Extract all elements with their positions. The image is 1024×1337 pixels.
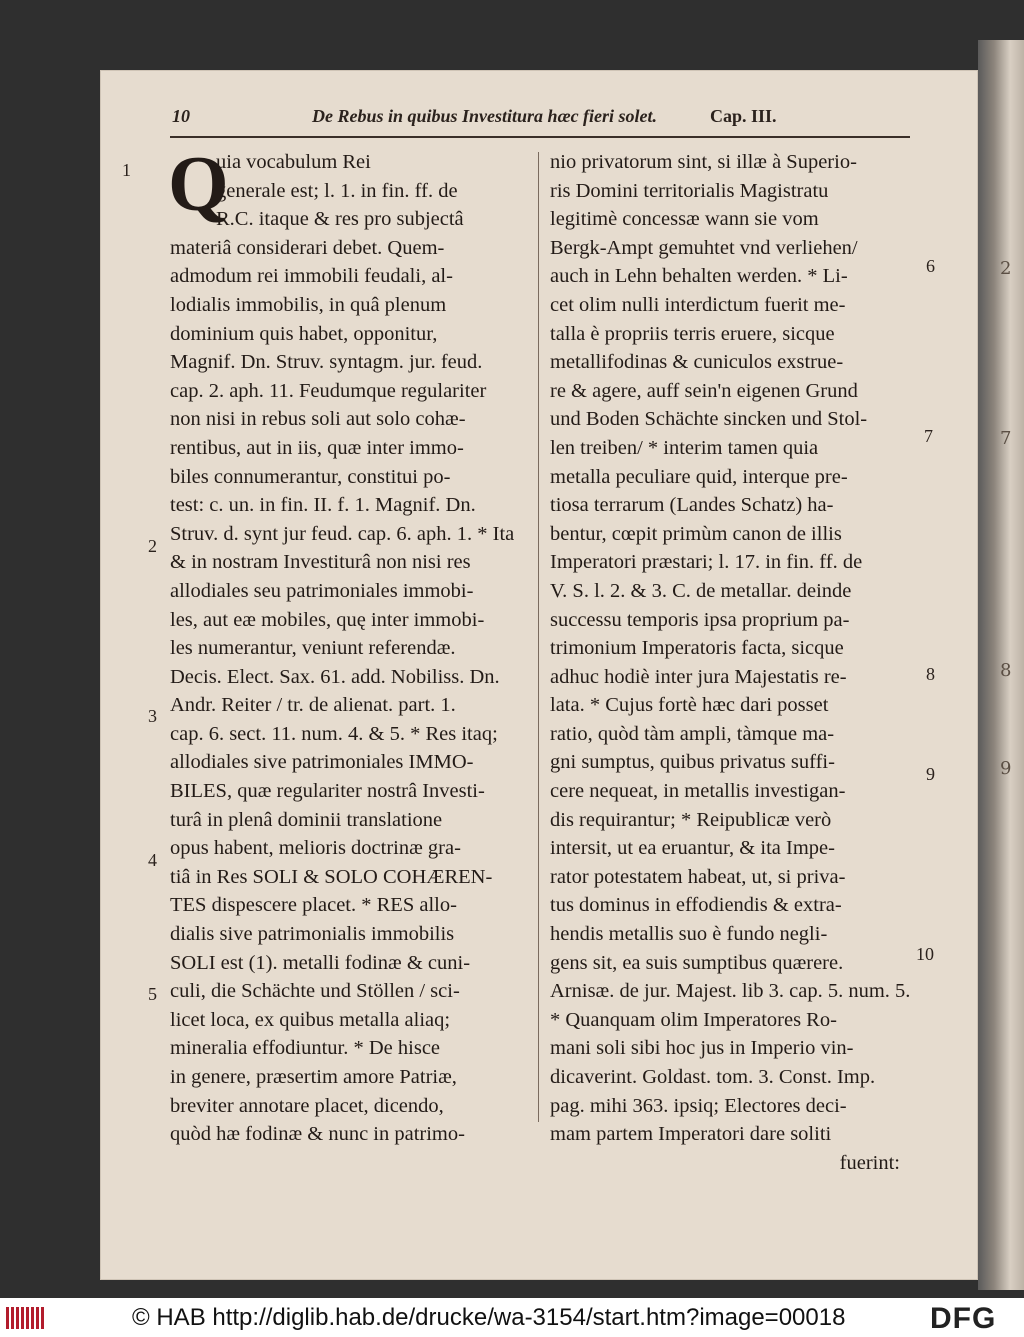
viewer-footer — [0, 1298, 1024, 1337]
text-line: metalla peculiare quid, interque pre- — [550, 465, 848, 488]
text-line: admodum rei immobili feudali, al- — [170, 265, 453, 288]
text-line: breviter annotare placet, dicendo, — [170, 1094, 444, 1117]
text-line: & in nostram Investiturâ non nisi res — [170, 551, 471, 574]
text-line: Struv. d. synt jur feud. cap. 6. aph. 1. * Ita — [170, 522, 515, 545]
text-line: culi, die Schächte und Stöllen / sci- — [170, 980, 460, 1003]
margin-number: 3 — [148, 706, 157, 726]
text-line: Bergk-Ampt gemuhtet vnd verliehen/ — [550, 236, 858, 259]
text-line: quòd hæ fodinæ & nunc in patrimo- — [170, 1123, 465, 1146]
text-line: materiâ considerari debet. Quem- — [170, 236, 445, 259]
text-line: gni sumptus, quibus privatus suffi- — [550, 751, 835, 774]
text-line: Imperatori præstari; l. 17. in fin. ff. de — [550, 551, 863, 574]
text-line: Andr. Reiter / tr. de alienat. part. 1. — [170, 694, 456, 717]
text-line: opus habent, melioris doctrinæ gra- — [170, 837, 461, 860]
text-line: auch in Lehn behalten werden. * Li- — [550, 265, 848, 288]
text-line: R.C. itaque & res pro subjectâ — [216, 208, 464, 231]
text-line: legitimè concessæ wann sie vom — [550, 208, 819, 231]
page-number: 10 — [172, 106, 190, 126]
text-line: dialis sive patrimonialis immobilis — [170, 923, 455, 946]
margin-number: 5 — [148, 984, 157, 1004]
margin-number: 10 — [916, 944, 934, 964]
text-line: Magnif. Dn. Struv. syntagm. jur. feud. — [170, 351, 483, 374]
catchword: fuerint: — [839, 1151, 900, 1174]
text-line: tiâ in Res SOLI & SOLO COHÆREN- — [170, 865, 493, 888]
text-line: allodiales sive patrimoniales IMMO- — [170, 751, 474, 774]
text-line: mineralia effodiuntur. * De hisce — [170, 1037, 441, 1060]
text-line: successu temporis ipsa proprium pa- — [550, 608, 850, 631]
text-line: Decis. Elect. Sax. 61. add. Nobiliss. Dn. — [170, 665, 500, 688]
text-line: dominium quis habet, opponitur, — [170, 322, 438, 345]
text-line: tiosa terrarum (Landes Schatz) ha- — [550, 494, 834, 517]
text-line: les, aut eæ mobiles, quę inter immobi- — [170, 608, 485, 631]
text-line: uia vocabulum Rei — [216, 151, 371, 173]
book-page — [100, 70, 978, 1280]
text-line: les numerantur, veniunt referendæ. — [170, 637, 456, 660]
text-line: gens sit, ea suis sumptibus quærere. — [550, 951, 844, 974]
right-column — [550, 148, 910, 1177]
drop-capital: Q — [168, 140, 229, 227]
strip-number: 9 — [1000, 758, 1012, 779]
text-line: generale est; l. 1. in fin. ff. de — [216, 179, 458, 202]
text-line: V. S. l. 2. & 3. C. de metallar. deinde — [550, 579, 852, 602]
text-line: ratio, quòd tàm ampli, tàmque ma- — [550, 722, 835, 745]
margin-number: 1 — [122, 160, 131, 180]
text-line: len treiben/ * interim tamen quia — [550, 436, 819, 459]
margin-number: 2 — [148, 536, 157, 556]
copyright-link[interactable]: © HAB http://diglib.hab.de/drucke/wa-3154/start.htm?image=00018 — [132, 1304, 846, 1331]
margin-number: 6 — [926, 256, 935, 276]
strip-number: 8 — [1000, 660, 1012, 681]
text-line: turâ in plenâ dominii translatione — [170, 808, 443, 831]
text-line: mani soli sibi hoc jus in Imperio vin- — [550, 1037, 854, 1060]
margin-number: 9 — [926, 764, 935, 784]
text-line: licet loca, ex quibus metalla aliaq; — [170, 1008, 451, 1031]
text-line: rator potestatem habeat, ut, si priva- — [550, 865, 846, 888]
text-line: cap. 2. aph. 11. Feudumque regulariter — [170, 379, 487, 402]
text-line: rentibus, aut in iis, quæ inter immo- — [170, 436, 464, 459]
text-line: pag. mihi 363. ipsiq; Electores deci- — [550, 1094, 847, 1117]
text-line: cap. 6. sect. 11. num. 4. & 5. * Res itaq; — [170, 722, 498, 745]
text-line: tus dominus in effodiendis & extra- — [550, 894, 842, 917]
text-line: test: c. un. in fin. II. f. 1. Magnif. Dn. — [170, 494, 476, 517]
text-line: und Boden Schächte sincken und Stol- — [550, 408, 868, 431]
text-line: nio privatorum sint, si illæ à Superio- — [550, 151, 857, 173]
text-line: lata. * Cujus fortè hæc dari posset — [550, 694, 829, 717]
margin-number: 8 — [926, 664, 935, 684]
margin-number: 7 — [924, 426, 933, 446]
running-title: De Rebus in quibus Investitura hæc fieri solet. — [312, 106, 658, 126]
text-line: metallifodinas & cuniculos exstrue- — [550, 351, 844, 374]
margin-number: 4 — [148, 850, 157, 870]
header-rule — [170, 136, 910, 138]
chapter-label: Cap. III. — [710, 106, 777, 126]
text-line: dis requirantur; * Reipublicæ verò — [550, 808, 832, 831]
dfg-logo: DFG — [930, 1302, 997, 1335]
text-line: dicaverint. Goldast. tom. 3. Const. Imp. — [550, 1066, 876, 1088]
text-line: hendis metallis suo è fundo negli- — [550, 923, 828, 946]
text-line: ris Domini territorialis Magistratu — [550, 179, 829, 202]
text-line: BILES, quæ regulariter nostrâ Investi- — [170, 780, 485, 803]
text-line: talla è propriis terris eruere, sicque — [550, 322, 835, 345]
strip-number: 7 — [1000, 428, 1012, 449]
text-line: biles connumerantur, constitui po- — [170, 465, 451, 488]
left-column — [168, 140, 530, 1149]
text-line: non nisi in rebus soli aut solo cohæ- — [170, 408, 466, 431]
running-header — [172, 106, 892, 132]
text-line: cet olim nulli interdictum fuerit me- — [550, 293, 846, 316]
text-line: adhuc hodiè inter jura Majestatis re- — [550, 665, 847, 688]
text-line: re & agere, auff sein'n eigenen Grund — [550, 379, 858, 402]
text-line: bentur, cœpit primùm canon de illis — [550, 522, 842, 545]
text-line: intersit, ut ea eruantur, & ita Impe- — [550, 837, 835, 860]
text-line: * Quanquam olim Imperatores Ro- — [550, 1008, 837, 1031]
strip-number: 2 — [1000, 258, 1012, 279]
adjacent-page-edge — [978, 40, 1024, 1290]
column-divider — [538, 152, 539, 1122]
text-line: TES dispescere placet. * RES allo- — [170, 894, 457, 917]
text-line: allodiales seu patrimoniales immobi- — [170, 579, 474, 602]
text-line: SOLI est (1). metalli fodinæ & cuni- — [170, 951, 471, 974]
library-logo-icon — [6, 1307, 44, 1329]
text-line: trimonium Imperatoris facta, sicque — [550, 637, 844, 660]
text-line: cere nequeat, in metallis investigan- — [550, 780, 846, 803]
text-line: mam partem Imperatori dare soliti — [550, 1123, 832, 1146]
text-line: Arnisæ. de jur. Majest. lib 3. cap. 5. num. 5. — [550, 980, 911, 1003]
text-line: in genere, præsertim amore Patriæ, — [170, 1066, 457, 1088]
text-line: lodialis immobilis, in quâ plenum — [170, 293, 447, 316]
